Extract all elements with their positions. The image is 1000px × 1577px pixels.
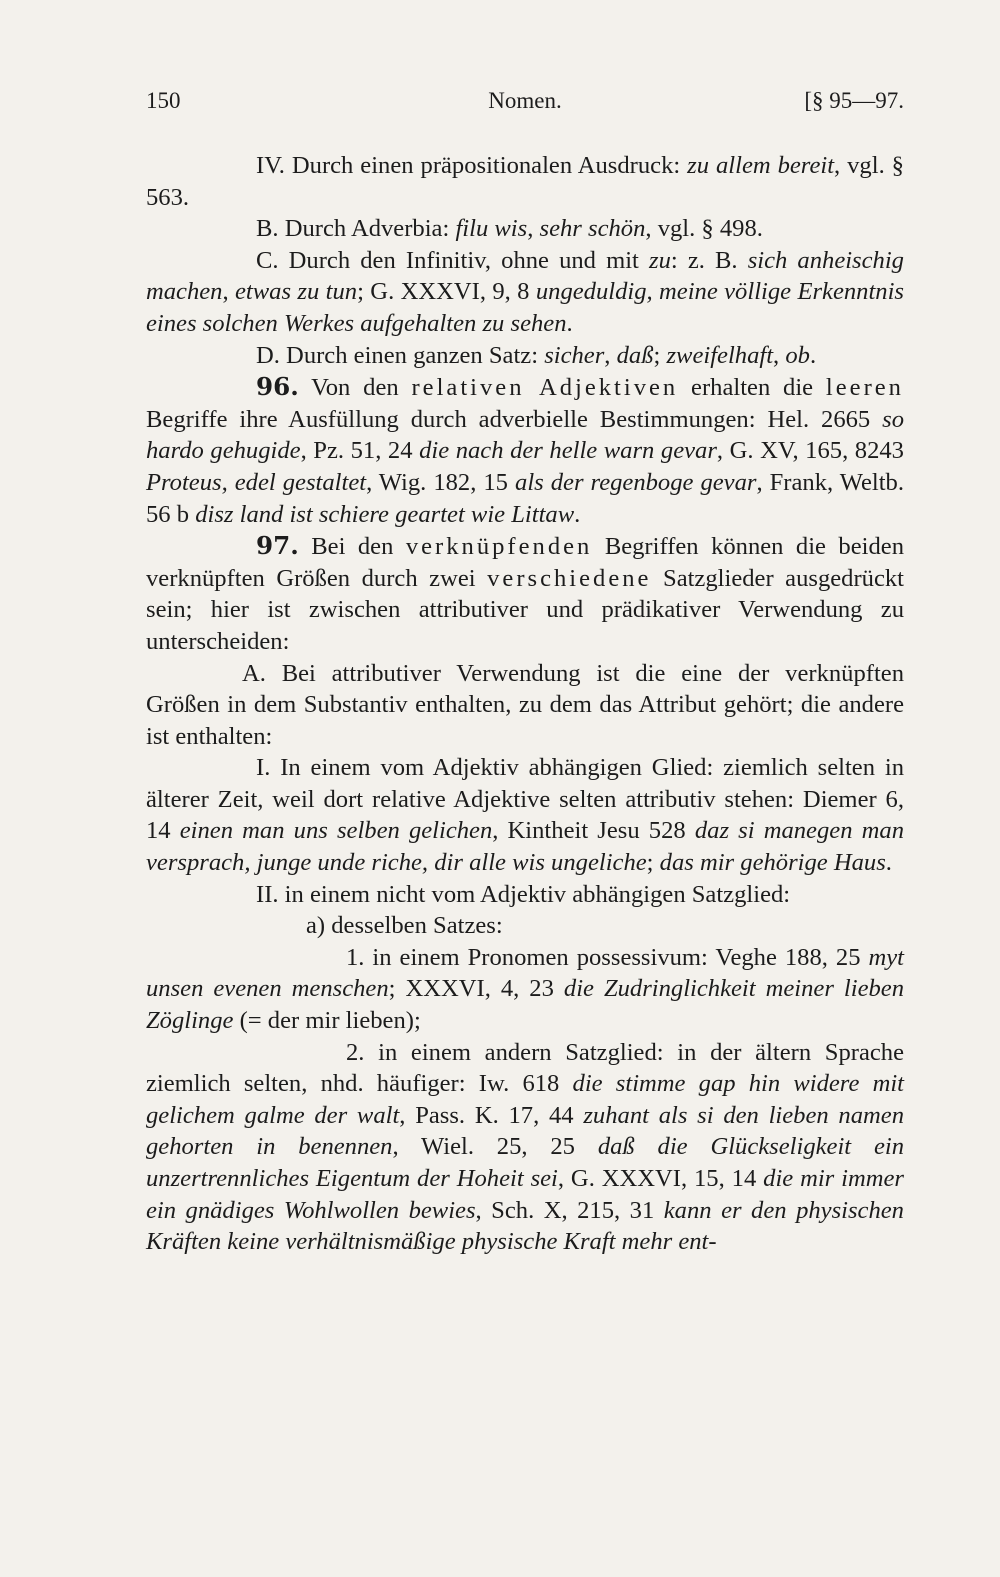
italic-citation: daz si manegen man versprach, junge unde riche, dir alle wis ungeliche — [146, 817, 904, 877]
italic-citation: zuhant als si den lieben namen gehorten in benennen — [146, 1101, 905, 1161]
italic-citation: ob — [785, 341, 810, 369]
italic-citation: zu — [649, 246, 671, 274]
italic-citation: etwas zu tun — [235, 278, 358, 306]
italic-citation: kann er den physischen Kräften keine verhältnismäßige physische Kraft mehr ent- — [146, 1196, 904, 1256]
paragraph-a-attributive: A. Bei attributiver Verwendung ist die eine der verknüpften Größen in dem Substantiv enthalten, zu dem das Attribut gehört; die andere ist enthalten: — [146, 659, 904, 750]
italic-citation: myt unsen evenen menschen — [146, 943, 904, 1003]
italic-citation: das mir gehörige Haus — [659, 849, 886, 877]
italic-citation: einen man uns selben gelichen — [179, 817, 493, 845]
italic-citation: als der regenboge gevar — [515, 468, 757, 496]
italic-citation: sehr schön — [539, 215, 646, 243]
page-body — [146, 150, 904, 1258]
italic-citation: disz land ist schiere geartet wie Littaw — [195, 500, 575, 528]
italic-citation: zu allem bereit — [687, 152, 835, 179]
italic-citation: die stimme gap hin widere mit gelichem galme der walt — [146, 1070, 904, 1129]
section-97: 97. Bei den verknüpfenden Begriffen können die beiden verknüpften Größen durch zwei verschiedene Satzglieder ausgedrückt sein; hier ist zwischen attributiver und prädikativer Verwendung zu unterscheiden: — [146, 531, 904, 655]
spaced-emphasis: verknüpfenden — [405, 533, 593, 561]
section-number: 96. — [256, 372, 299, 402]
paragraph-2: 2. in einem andern Satzglied: in der ältern Sprache ziemlich selten, nhd. häufiger: Iw. 618 die stimme gap hin widere mit gelichem galme der walt, Pass. K. 17, 44 zuhant als si den lieben namen gehorten in benennen, Wiel. 25, 25 daß die Glückseligkeit ein unzertrennliches Eigentum der Hoheit sei, G. XXXVI, 15, 14 die mir immer ein gnädiges Wohlwollen bewies, Sch. X, 215, 31 kann er den physischen Kräften keine verhältnismäßige physische Kraft mehr ent- — [146, 1038, 905, 1256]
italic-citation: sich anheischig machen — [146, 246, 904, 306]
paragraph-iv: IV. Durch einen präpositionalen Ausdruck: zu allem bereit, vgl. § 563. — [146, 152, 904, 211]
italic-citation: daß die Glückseligkeit ein unzertrennliches Eigentum der Hoheit sei — [146, 1133, 904, 1192]
paragraph-b: B. Durch Adverbia: filu wis, sehr schön, vgl. § 498. — [256, 215, 763, 243]
spaced-emphasis: leeren — [825, 374, 904, 402]
paragraph-c: C. Durch den Infinitiv, ohne und mit zu: z. B. sich anheischig machen, etwas zu tun; G. XXXVI, 9, 8 ungeduldig, meine völlige Erkenntnis eines solchen Werkes aufgehalten zu sehen. — [146, 246, 904, 337]
page-number: 150 — [146, 88, 181, 113]
paragraph-d: D. Durch einen ganzen Satz: sicher, daß; zweifelhaft, ob. — [256, 341, 817, 369]
italic-citation: zweifelhaft — [666, 341, 774, 369]
section-reference: [§ 95—97. — [804, 88, 904, 113]
italic-citation: filu wis — [455, 215, 528, 243]
italic-citation: die mir immer ein gnädiges Wohlwollen bewies — [146, 1165, 904, 1224]
section-96: 96. Von den relativen Adjektiven erhalten die leeren Begriffe ihre Ausfüllung durch adverbielle Bestimmungen: Hel. 2665 so hardo gehugide, Pz. 51, 24 die nach der helle warn gevar, G. XV, 165, 8243 Proteus, edel gestaltet, Wig. 182, 15 als der regenboge gevar, Frank, Weltb. 56 b disz land ist schiere geartet wie Littaw. — [146, 372, 904, 528]
spaced-emphasis: verschiedene — [487, 564, 652, 592]
running-title: Nomen. — [488, 88, 562, 113]
section-number: 97. — [256, 531, 299, 561]
italic-citation: ungeduldig, meine völlige Erkenntnis eines solchen Werkes aufgehalten zu sehen — [146, 278, 904, 337]
italic-citation: so hardo gehugide — [146, 405, 904, 465]
italic-citation: die nach der helle warn gevar — [419, 437, 717, 465]
paragraph-a-same-sentence: a) desselben Satzes: — [306, 912, 503, 940]
running-header — [146, 88, 904, 124]
italic-citation: Proteus, edel gestaltet — [146, 468, 367, 496]
italic-citation: die Zudringlichkeit meiner lieben Zöglinge — [146, 975, 904, 1035]
paragraph-1: 1. in einem Pronomen possessivum: Veghe 188, 25 myt unsen evenen menschen; XXXVI, 4, 23 die Zudringlichkeit meiner lieben Zöglinge (= der mir lieben); — [146, 943, 904, 1035]
spaced-emphasis: relativen Adjektiven — [411, 374, 679, 402]
italic-citation: sicher — [544, 341, 605, 369]
paragraph-i: I. In einem vom Adjektiv abhängigen Glied: ziemlich selten in älterer Zeit, weil dort relative Adjektive selten attributiv stehen: Diemer 6, 14 einen man uns selben gelichen, Kintheit Jesu 528 daz si manegen man versprach, junge unde riche, dir alle wis ungeliche; das mir gehörige Haus. — [146, 754, 904, 877]
italic-citation: daß — [616, 341, 654, 369]
paragraph-ii: II. in einem nicht vom Adjektiv abhängigen Satzglied: — [256, 880, 791, 908]
